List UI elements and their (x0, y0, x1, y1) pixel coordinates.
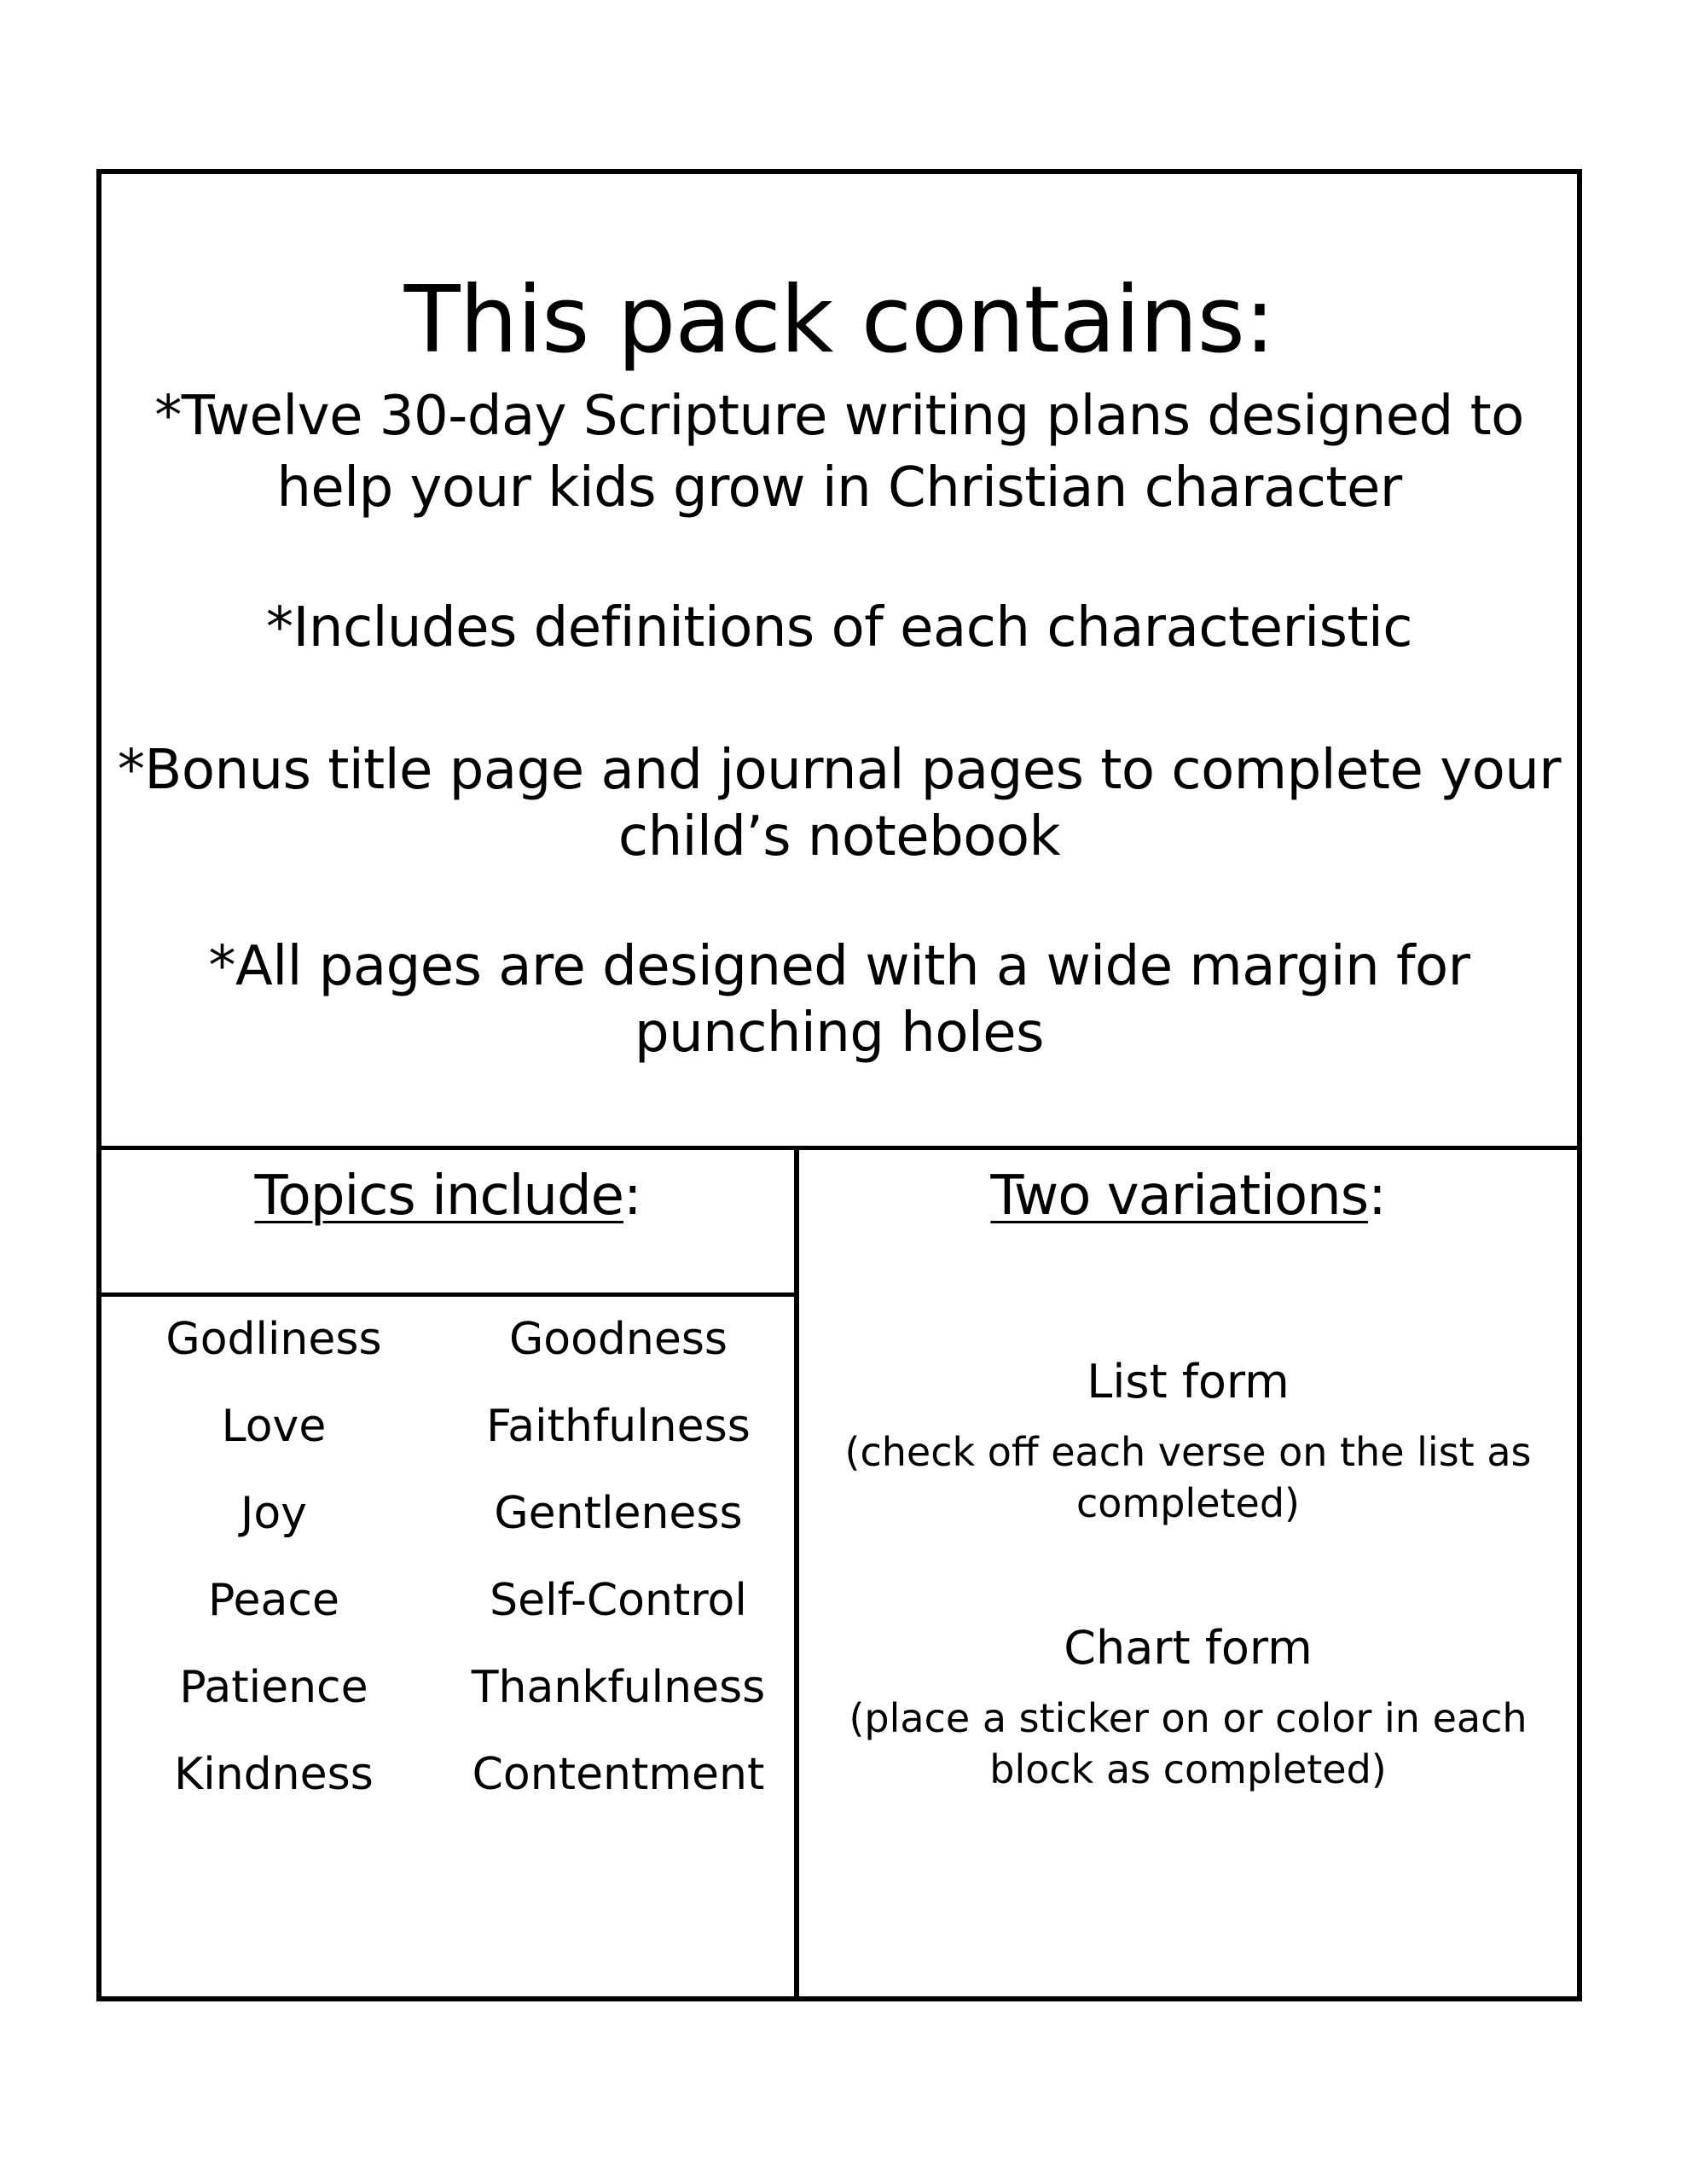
topic-row (101, 1479, 794, 1566)
topic-item: Self-Control (490, 1575, 747, 1626)
chart-form-name: Chart form (1064, 1621, 1313, 1675)
topic-row (101, 1653, 794, 1740)
topic-row (101, 1740, 794, 1827)
topic-item: Godliness (165, 1314, 382, 1365)
list-form-note: (check off each verse on the list as completed) (844, 1429, 1532, 1526)
topics-title (254, 1162, 641, 1230)
content-frame (96, 169, 1582, 2001)
topic-item: Goodness (508, 1314, 728, 1365)
topics-title-text: Topics include (254, 1165, 623, 1228)
bullet-scripture-plans (101, 380, 1577, 524)
bullet-bonus-pages: *Bonus title page and journal pages to complete your child’s notebook (117, 739, 1562, 868)
page-title: This pack contains: (403, 267, 1275, 374)
bullet-text: *Twelve 30-day Scripture writing plans designed to help your kids grow in Christian character (154, 385, 1524, 520)
topic-item: Joy (241, 1488, 307, 1539)
list-form-block (799, 1350, 1577, 1529)
topic-row (101, 1305, 794, 1392)
topic-row (101, 1566, 794, 1653)
variations-title-colon: : (1368, 1165, 1386, 1228)
topic-item: Kindness (174, 1749, 374, 1800)
chart-form-block (799, 1616, 1577, 1795)
chart-form-note: (place a sticker on or color in each block as completed) (849, 1695, 1528, 1792)
topics-list (101, 1305, 794, 1827)
topic-item: Patience (179, 1662, 368, 1713)
topic-row (101, 1392, 794, 1479)
pack-contents-section (101, 174, 1577, 1150)
topics-title-colon: : (623, 1165, 641, 1228)
variations-title (990, 1162, 1385, 1230)
topic-item: Gentleness (494, 1488, 743, 1539)
topic-item: Contentment (472, 1749, 765, 1800)
bullet-definitions: *Includes definitions of each characteristic (266, 596, 1412, 659)
variations-section (799, 1150, 1577, 2001)
topic-item: Love (221, 1401, 327, 1452)
topic-item: Thankfulness (471, 1662, 766, 1713)
variations-title-text: Two variations (990, 1165, 1369, 1228)
topics-header (101, 1150, 794, 1297)
bullet-wide-margin: *All pages are designed with a wide margin for punching holes (208, 935, 1470, 1065)
topics-section (101, 1150, 799, 2001)
topic-item: Peace (208, 1575, 339, 1626)
topic-item: Faithfulness (486, 1401, 751, 1452)
list-form-name: List form (1087, 1355, 1290, 1409)
